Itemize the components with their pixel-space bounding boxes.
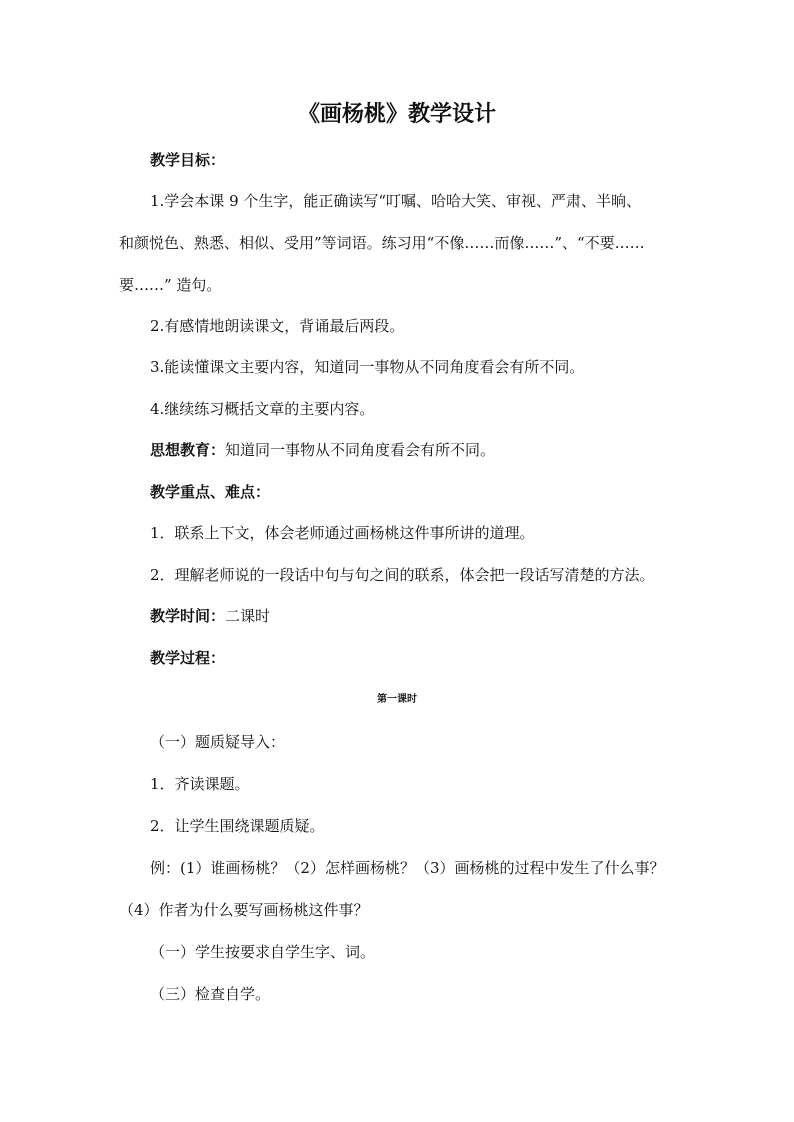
step-2-heading: （一）学生按要求自学生字、词。	[150, 943, 376, 961]
teaching-time-label: 教学时间：	[150, 607, 226, 625]
moral-education-paragraph	[150, 439, 495, 461]
key-point-1: 1．联系上下文，体会老师通过画杨桃这件事所讲的道理。	[150, 524, 535, 542]
moral-education-label: 思想教育：	[150, 441, 226, 459]
objective-1-line-3: 要……” 造句。	[119, 276, 222, 294]
moral-education-text: 知道同一事物从不同角度看会有所不同。	[225, 441, 496, 459]
objective-1-line-2: 和颜悦色、熟悉、相似、受用”等词语。练习用“不像……而像……”、“不要……	[119, 234, 645, 252]
objective-4: 4.继续练习概括文章的主要内容。	[150, 400, 375, 418]
process-heading: 教学过程：	[150, 649, 226, 667]
example-line-2: （4）作者为什么要写画杨桃这件事？	[119, 901, 369, 919]
example-line-1: 例：(1）谁画杨桃？（2）怎样画杨桃？（3）画杨桃的过程中发生了什么事？	[150, 859, 665, 877]
teaching-time-paragraph	[150, 605, 270, 627]
teaching-time-text: 二课时	[225, 607, 271, 625]
objective-3: 3.能读懂课文主要内容，知道同一事物从不同角度看会有所不同。	[150, 358, 585, 376]
step-1-heading: （一）题质疑导入：	[150, 733, 286, 751]
step-1-item-2: 2．让学生围绕课题质疑。	[150, 817, 325, 835]
objective-2: 2.有感情地朗读课文，背诵最后两段。	[150, 317, 405, 335]
objective-1-line-1: 1.学会本课 9 个生字，能正确读写“叮嘱、哈哈大笑、审视、严肃、半晌、	[150, 192, 642, 210]
document-title: 《画杨桃》教学设计	[297, 102, 496, 127]
step-3-heading: （三）检查自学。	[150, 985, 271, 1003]
objectives-heading: 教学目标：	[150, 151, 226, 169]
key-points-heading: 教学重点、难点：	[150, 483, 271, 501]
step-1-item-1: 1．齐读课题。	[150, 775, 250, 793]
lesson-title: 第一课时	[377, 694, 417, 705]
key-point-2: 2．理解老师说的一段话中句与句之间的联系，体会把一段话写清楚的方法。	[150, 566, 655, 584]
